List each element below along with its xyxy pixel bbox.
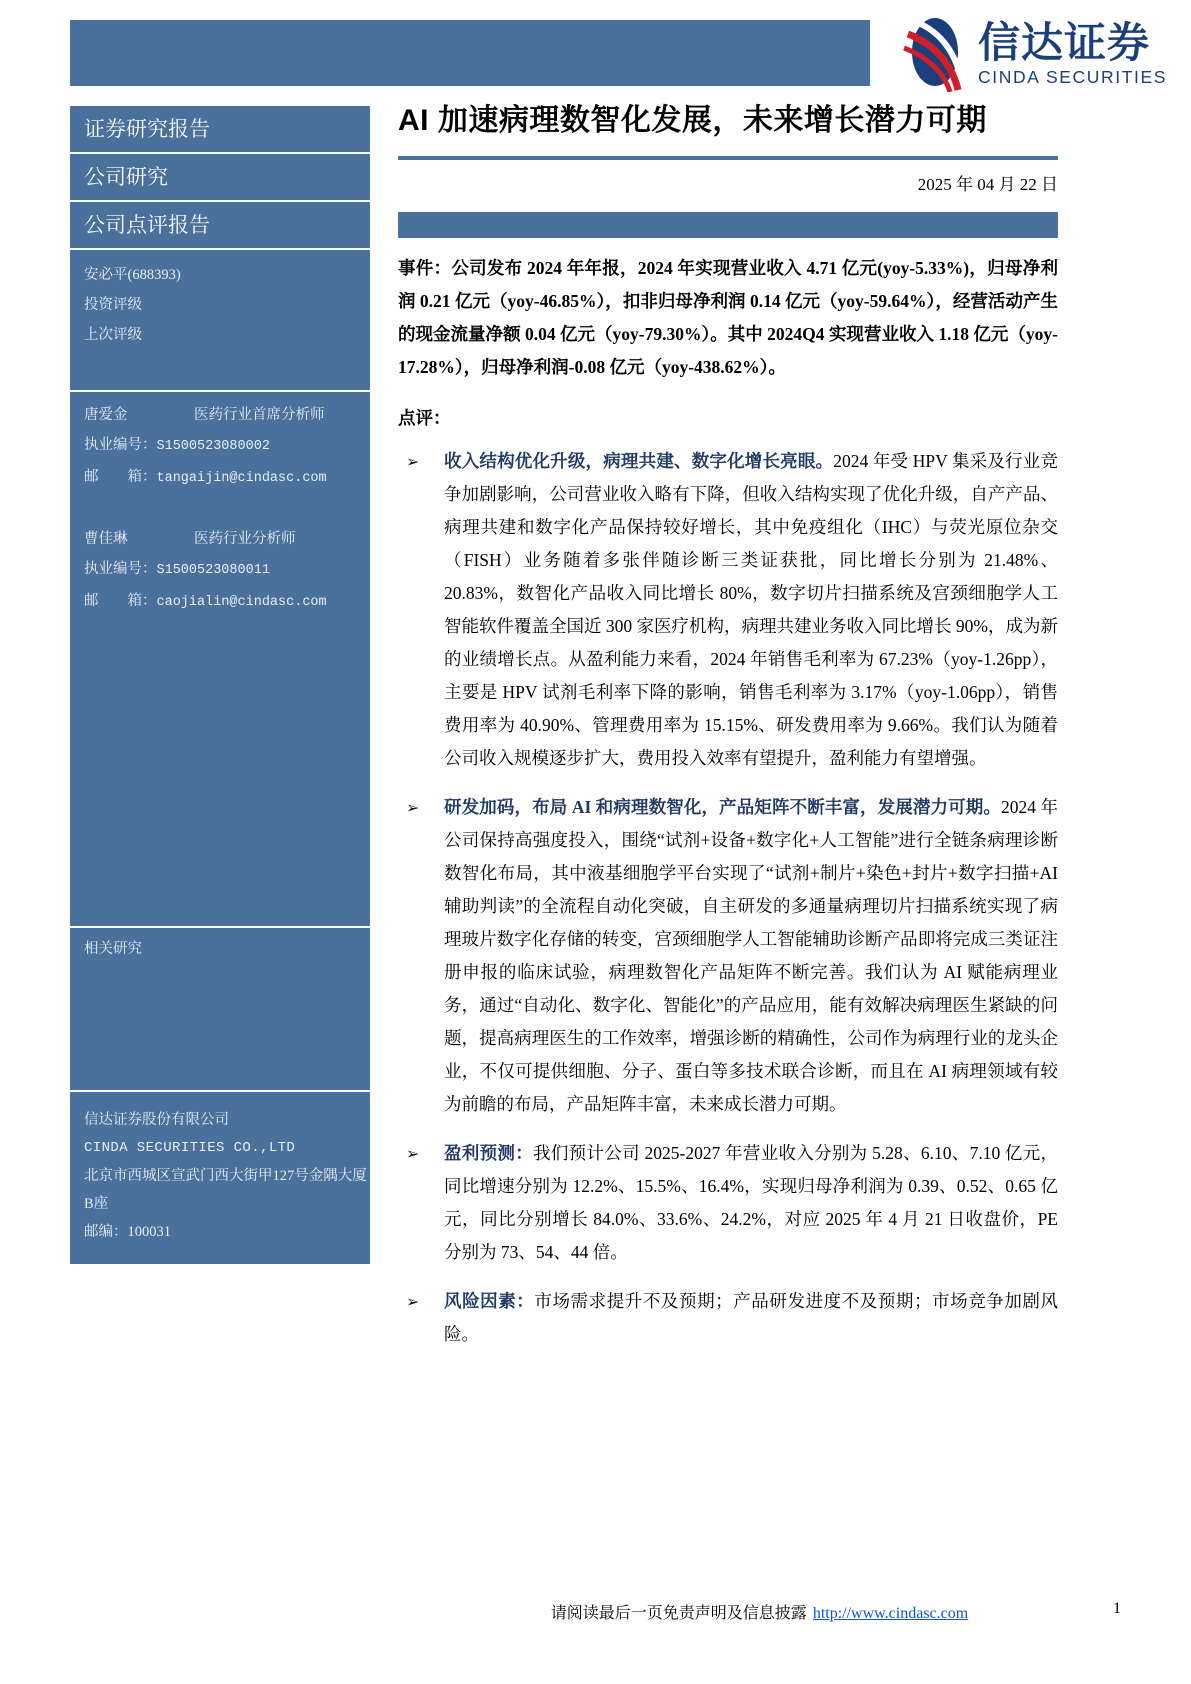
email-address[interactable]: tangaijin@cindasc.com (156, 471, 327, 486)
previous-rating-label: 上次评级 (84, 327, 142, 343)
sidebar (70, 106, 370, 1264)
analyst-name: 曹佳琳 (84, 531, 128, 547)
analyst-row (84, 400, 370, 430)
bullet-body: 我们预计公司 2025-2027 年营业收入分别为 5.28、6.10、7.10 亿元，同比增速分别为 12.2%、15.5%、16.4%，实现归母净利润为 0.39、0.52、0.65 亿元，同比分别增长 84.0%、33.6%、24.2%，对应 2025 年 4 月 21 日收盘价，PE 分别为 73、54、44 倍。 (444, 1143, 1059, 1262)
sidebar-band-label: 公司研究 (84, 165, 168, 189)
bullet-lead: 研发加码，布局 AI 和病理数智化，产品矩阵不断丰富，发展潜力可期。 (444, 797, 1001, 817)
related-research-spacer (84, 994, 370, 1024)
bullet-lead: 收入结构优化升级，病理共建、数字化增长亮眼。 (444, 451, 834, 471)
rating-spacer (84, 350, 370, 380)
email-label: 邮 箱： (84, 593, 157, 609)
analyst-email (84, 462, 370, 494)
bullet-arrow-icon: ➢ (406, 798, 420, 817)
analyst-title: 医药行业分析师 (194, 531, 296, 547)
title-divider (398, 156, 1058, 160)
list-item (398, 445, 1058, 775)
bullet-arrow-icon: ➢ (406, 1144, 420, 1163)
firm-address: 北京市西城区宣武门西大街甲127号金隅大厦B座 (84, 1168, 367, 1212)
report-date: 2025 年 04 月 22 日 (917, 175, 1058, 194)
analyst-license (84, 430, 370, 462)
license-number: S1500523080002 (156, 439, 270, 454)
bullet-lead: 盈利预测： (444, 1143, 534, 1163)
list-item (398, 1137, 1058, 1269)
license-label: 执业编号： (84, 437, 157, 453)
sidebar-band-company-research (70, 154, 370, 202)
related-research-spacer (84, 964, 370, 994)
page-title: AI 加速病理数智化发展，未来增长潜力可期 (398, 104, 987, 137)
bullet-body: 市场需求提升不及预期；产品研发进度不及预期；市场竞争加剧风险。 (444, 1291, 1059, 1344)
sidebar-spacer (70, 626, 370, 926)
analyst-name: 唐爱金 (84, 407, 128, 423)
sidebar-band-company-comment (70, 202, 370, 250)
comment-heading: 点评： (398, 408, 451, 428)
logo-text-cn: 信达证券 (978, 18, 1151, 66)
related-research-block (70, 928, 370, 1090)
firm-name-en: CINDA SECURITIES CO.,LTD (84, 1140, 296, 1156)
bullet-lead: 风险因素： (444, 1291, 535, 1311)
sidebar-band-label: 证券研究报告 (84, 117, 210, 141)
analyst-license (84, 554, 370, 586)
firm-info-block (70, 1092, 370, 1264)
main-content (398, 100, 1058, 1367)
firm-name-cn: 信达证券股份有限公司 (84, 1112, 229, 1128)
section-accent-bar (398, 212, 1058, 238)
list-item (398, 1285, 1058, 1351)
analyst-title: 医药行业首席分析师 (194, 407, 325, 423)
event-paragraph: 事件：公司发布 2024 年年报，2024 年实现营业收入 4.71 亿元(yoy-5.33%)，归母净利润 0.21 亿元（yoy-46.85%），扣非归母净利润 0.14 亿元（yoy-59.64%），经营活动产生的现金流量净额 0.04 亿元（yoy-79.30%）。其中 2024Q4 实现营业收入 1.18 亿元（yoy-17.28%），归母净利润-0.08 亿元（yoy-438.62%）。 (398, 258, 1058, 377)
related-research-spacer (84, 1024, 370, 1054)
header-accent-band (70, 20, 870, 86)
firm-postcode: 邮编：100031 (84, 1224, 171, 1240)
list-item (398, 791, 1058, 1121)
analyst-spacer (84, 494, 370, 524)
sidebar-band-research-report (70, 106, 370, 154)
bullet-arrow-icon: ➢ (406, 452, 420, 471)
bullet-body: 2024 年受 HPV 集采及行业竞争加剧影响，公司营业收入略有下降，但收入结构实现了优化升级，自产产品、病理共建和数字化产品保持较好增长，其中免疫组化（IHC）与荧光原位杂交（FISH）业务随着多张伴随诊断三类证获批，同比增长分别为 21.48%、20.83%，数智化产品收入同比增长 80%，数字切片扫描系统及宫颈细胞学人工智能软件覆盖全国近 300 家医疗机构，病理共建业务收入同比增长 90%，成为新的业绩增长点。从盈利能力来看，2024 年销售毛利率为 67.23%（yoy-1.26pp），主要是 HPV 试剂毛利率下降的影响，销售毛利率为 3.17%（yoy-1.06pp），销售费用率为 40.90%、管理费用率为 15.15%、研发费用率为 9.66%。我们认为随着公司收入规模逐步扩大，费用投入效率有望提升，盈利能力有望增强。 (444, 451, 1058, 768)
analyst-email (84, 586, 370, 618)
comment-bullet-list (398, 445, 1058, 1351)
stock-info-block (70, 250, 370, 390)
footer-website-link[interactable]: http://www.cindasc.com (812, 1605, 969, 1622)
logo-text-en: CINDA SECURITIES (978, 66, 1167, 87)
email-label: 邮 箱： (84, 469, 157, 485)
related-research-label: 相关研究 (84, 941, 142, 957)
page-footer (398, 1600, 1121, 1623)
page-number: 1 (1113, 1600, 1121, 1617)
license-number: S1500523080011 (156, 563, 270, 578)
sidebar-band-label: 公司点评报告 (84, 213, 210, 237)
investment-rating-label: 投资评级 (84, 297, 142, 313)
stock-ticker: 安必平(688393) (84, 267, 181, 283)
cinda-logo-icon (902, 16, 968, 92)
company-logo (867, 14, 1167, 94)
analyst-row (84, 524, 370, 554)
bullet-body: 2024 年公司保持高强度投入，围绕“试剂+设备+数字化+人工智能”进行全链条病理诊断数智化布局，其中液基细胞学平台实现了“试剂+制片+染色+封片+数字扫描+AI 辅助判读”的全流程自动化突破，自主研发的多通量病理切片扫描系统实现了病理玻片数字化存储的转变，宫颈细胞学人工智能辅助诊断产品即将完成三类证注册申报的临床试验，病理数智化产品矩阵不断完善。我们认为 AI 赋能病理业务，通过“自动化、数字化、智能化”的产品应用，能有效解决病理医生紧缺的问题，提高病理医生的工作效率，增强诊断的精确性，公司作为病理行业的龙头企业，不仅可提供细胞、分子、蛋白等多技术联合诊断，而且在 AI 病理领域有较为前瞻的布局，产品矩阵丰富，未来成长潜力可期。 (444, 797, 1058, 1114)
footer-disclaimer: 请阅读最后一页免责声明及信息披露 (550, 1605, 807, 1622)
license-label: 执业编号： (84, 561, 157, 577)
related-research-spacer (84, 1054, 370, 1084)
bullet-arrow-icon: ➢ (406, 1292, 420, 1311)
email-address[interactable]: caojialin@cindasc.com (156, 595, 327, 610)
analysts-block (70, 392, 370, 626)
